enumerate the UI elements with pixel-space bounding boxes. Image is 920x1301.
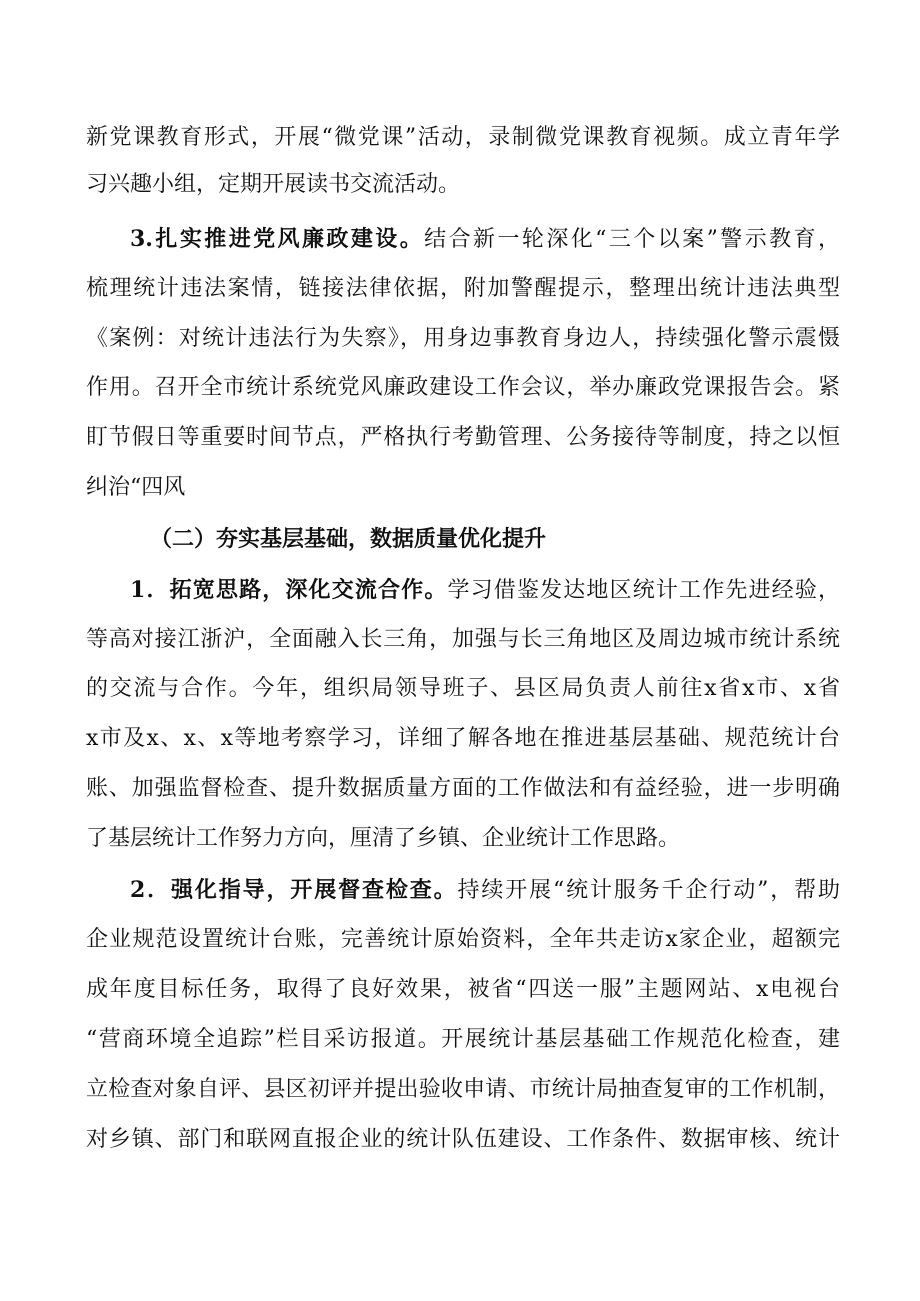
text-line: 账、加强监督检查、提升数据质量方面的工作做法和有益经验，进一步明确 xyxy=(86,776,840,801)
text-line xyxy=(130,215,840,263)
text-line xyxy=(130,866,840,914)
text-line: 梳理统计违法案情，链接法律依据，附加警醒提示，整理出统计违法典型 xyxy=(86,276,840,301)
text-line: “营商环境全追踪”栏目采访报道。开展统计基层基础工作规范化检查，建 xyxy=(86,1027,840,1052)
text-line: 立检查对象自评、县区初评并提出验收申请、市统计局抽查复审的工作机制， xyxy=(86,1077,840,1102)
text-line: 新党课教育形式，开展“微党课”活动，录制微党课教育视频。成立青年学 xyxy=(86,125,840,150)
item-text: 学习借鉴发达地区统计工作先进经验， xyxy=(447,578,840,603)
section-heading: （二）夯实基层基础，数据质量优化提升 xyxy=(150,526,547,552)
text-line: 企业规范设置统计台账，完善统计原始资料，全年共走访x家企业，超额完 xyxy=(86,927,840,952)
item-heading: 2．强化指导，开展督查检查。 xyxy=(130,877,458,903)
text-line: 《案例：对统计违法行为失察》，用身边事教育身边人，持续强化警示震慑 xyxy=(86,326,840,351)
text-line: x市及x、x、x等地考察学习，详细了解各地在推进基层基础、规范统计台 xyxy=(86,726,840,751)
text-line: 等高对接江浙沪，全面融入长三角，加强与长三角地区及周边城市统计系统 xyxy=(86,627,840,652)
text-line: 纠治“四风 xyxy=(86,475,186,500)
text-line xyxy=(130,566,840,614)
text-line: 对乡镇、部门和联网直报企业的统计队伍建设、工作条件、数据审核、统计 xyxy=(86,1127,840,1152)
text-line: 成年度目标任务，取得了良好效果，被省“四送一服”主题网站、x电视台 xyxy=(86,977,840,1002)
item-text: 持续开展“统计服务千企行动”，帮助 xyxy=(457,878,840,903)
item-text: 结合新一轮深化“三个以案”警示教育， xyxy=(424,227,840,252)
text-line: 习兴趣小组，定期开展读书交流活动。 xyxy=(86,172,461,197)
text-line: 作用。召开全市统计系统党风廉政建设工作会议，举办廉政党课报告会。紧 xyxy=(86,375,840,400)
text-line: 了基层统计工作努力方向，厘清了乡镇、企业统计工作思路。 xyxy=(86,826,681,851)
text-line: 盯节假日等重要时间节点，严格执行考勤管理、公务接待等制度，持之以恒 xyxy=(86,425,840,450)
item-heading: 1．拓宽思路，深化交流合作。 xyxy=(130,577,448,603)
item-heading: 3.扎实推进党风廉政建设。 xyxy=(130,226,425,252)
text-line: 的交流与合作。今年，组织局领导班子、县区局负责人前往x省x市、x省 xyxy=(86,676,840,701)
